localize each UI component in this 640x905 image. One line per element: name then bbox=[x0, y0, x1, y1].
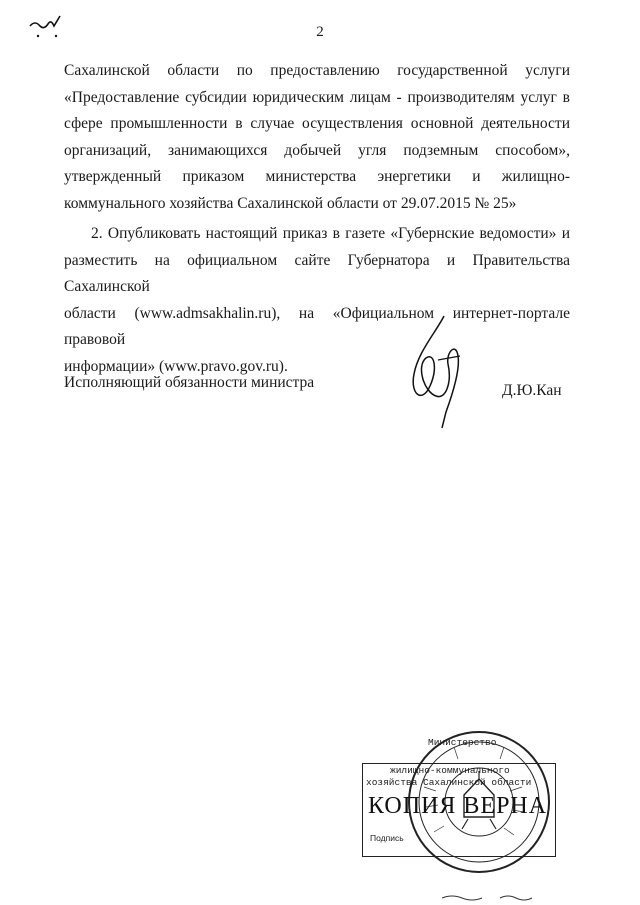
stamp-text-line: Министерство bbox=[428, 737, 497, 748]
text-line: Сахалинской области по предоставлению государственной услуги bbox=[64, 62, 570, 79]
signer-name: Д.Ю.Кан bbox=[502, 382, 562, 399]
text-line: «Предоставление субсидии юридическим лицам - производителям услуг в bbox=[64, 88, 570, 106]
bottom-pen-mark bbox=[440, 892, 540, 902]
stamp-main-text: КОПИЯ ВЕРНА bbox=[368, 793, 548, 819]
stamp-signature-label: Подпись bbox=[370, 833, 404, 843]
signer-title: Исполняющий обязанности министра bbox=[64, 374, 315, 391]
text-line: информации» (www.pravo.gov.ru). bbox=[64, 357, 288, 375]
text-line: сфере промышленности в случае осуществления основной деятельности bbox=[64, 115, 570, 132]
text-line: организаций, занимающихся добычей угля подземным способом», bbox=[64, 141, 570, 159]
body-text bbox=[64, 58, 570, 380]
page-number: 2 bbox=[316, 24, 324, 40]
handwritten-signature bbox=[396, 312, 476, 432]
text-line: утвержденный приказом министерства энергетики и жилищно- bbox=[64, 168, 570, 185]
text-line: области (www.admsakhalin.ru), на «Официальном интернет-портале правовой bbox=[64, 304, 570, 348]
text-line: 2. Опубликовать настоящий приказ в газете «Губернские ведомости» и bbox=[91, 225, 570, 242]
text-line: коммунального хозяйства Сахалинской области от 29.07.2015 № 25» bbox=[64, 194, 517, 212]
text-line: разместить на официальном сайте Губернатора и Правительства Сахалинской bbox=[64, 251, 570, 295]
stamp-text-line: жилищно-коммунального bbox=[390, 765, 510, 776]
copy-certified-stamp bbox=[354, 725, 564, 895]
stamp-text-line: хозяйства Сахалинской области bbox=[366, 777, 532, 788]
